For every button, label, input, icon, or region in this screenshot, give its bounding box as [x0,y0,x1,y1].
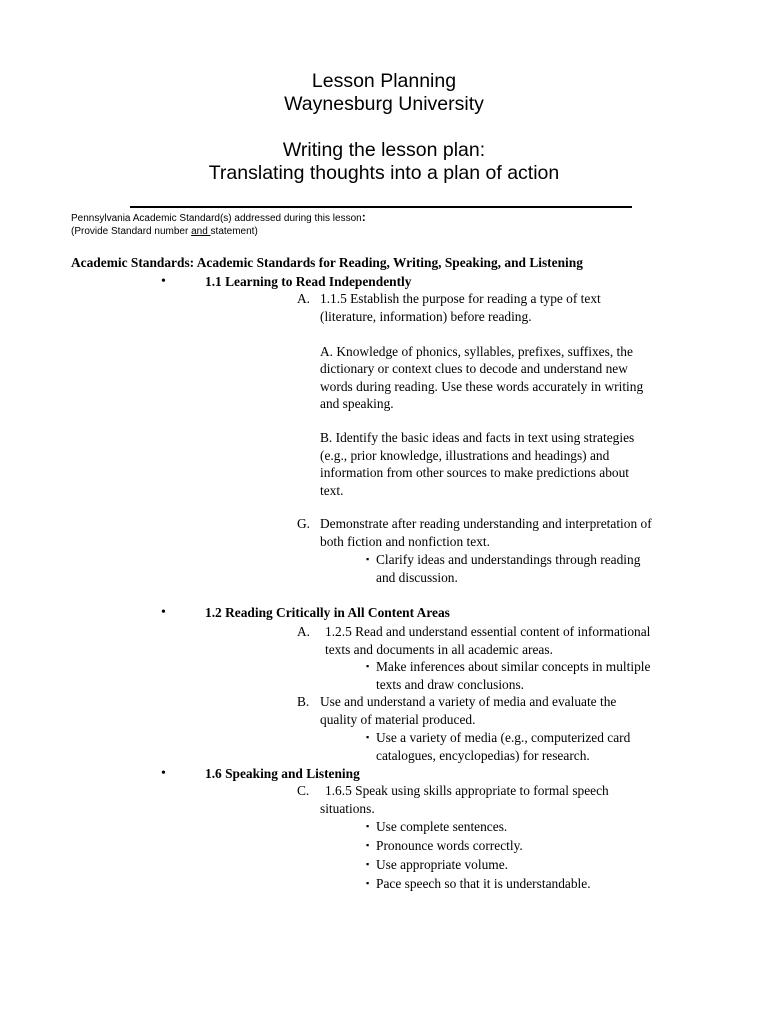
standard-note-and: and [191,226,211,237]
title-gap [0,116,768,139]
academic-standards-heading: Academic Standards: Academic Standards for Reading, Writing, Speaking, and Listening [71,255,583,270]
s1-g-bullet1-line1: Clarify ideas and understandings through reading [376,552,641,567]
square-bullet-icon: ▪ [366,878,370,888]
s1-para-b-line3: information from other sources to make predictions about [320,465,630,480]
s3-c-bullet4: Pace speech so that it is understandable. [376,876,591,891]
section-1-6-title: 1.6 Speaking and Listening [205,766,360,781]
section-1-1-title: 1.1 Learning to Read Independently [205,274,412,289]
s3-c-bullet2: Pronounce words correctly. [376,838,523,853]
bullet-icon: • [161,766,166,781]
title-underline-rule [130,206,632,208]
s2-b-line1: Use and understand a variety of media and evaluate the [320,694,617,709]
s1-g-line1: Demonstrate after reading understanding and interpretation of [320,516,652,531]
s3-c-letter: C. [297,783,310,798]
s2-b-bullet1-line1: Use a variety of media (e.g., computerized card [376,730,631,745]
s1-a-letter: A. [297,291,311,306]
standard-note-line1: Pennsylvania Academic Standard(s) addressed during this lesson: [71,210,366,224]
square-bullet-icon: ▪ [366,732,370,742]
s1-a-line1: 1.1.5 Establish the purpose for reading a type of text [320,291,601,306]
square-bullet-icon: ▪ [366,840,370,850]
s3-c-bullet3: Use appropriate volume. [376,857,509,872]
s2-b-bullet1-line2: catalogues, encyclopedias) for research. [376,747,590,763]
s1-g-line2: both fiction and nonfiction text. [320,533,490,549]
square-bullet-icon: ▪ [366,661,370,671]
title-translating: Translating thoughts into a plan of action [208,162,560,184]
s1-para-a-line4: and speaking. [320,396,394,411]
s1-para-a-line3: words during reading. Use these words accurately in writing [320,378,644,394]
s2-b-letter: B. [297,694,310,709]
s1-a-line2: (literature, information) before reading. [320,308,532,324]
s1-g-bullet1-line2: and discussion. [376,569,458,585]
s2-b-line2: quality of material produced. [320,711,476,727]
s3-c-bullet1: Use complete sentences. [376,819,508,834]
s2-a-letter: A. [297,624,311,639]
title-lesson-planning: Lesson Planning [311,70,457,92]
s1-para-b-line2: (e.g., prior knowledge, illustrations and headings) and [320,447,610,463]
s1-para-a-line2: dictionary or context clues to decode and understand new [320,361,628,376]
bullet-icon: • [161,605,166,620]
s1-para-b-line1: B. Identify the basic ideas and facts in text using strategies [320,430,635,445]
s3-c-line2: situations. [320,800,375,816]
s1-g-letter: G. [297,516,311,531]
standard-note [71,211,366,238]
s2-a-line2: texts and documents in all academic areas. [325,641,553,657]
square-bullet-icon: ▪ [366,859,370,869]
s3-c-line1: 1.6.5 Speak using skills appropriate to formal speech [325,783,609,798]
s2-a-line1: 1.2.5 Read and understand essential content of informational [325,624,651,639]
s1-para-b-line4: text. [320,482,344,498]
title-university: Waynesburg University [284,93,484,115]
s1-para-a-line1: A. Knowledge of phonics, syllables, prefixes, suffixes, the [320,343,633,359]
standard-note-colon: : [361,210,366,224]
title-writing-plan: Writing the lesson plan: [282,139,486,161]
s2-a-bullet1-line1: Make inferences about similar concepts in multiple [376,659,651,674]
square-bullet-icon: ▪ [366,821,370,831]
s2-a-bullet1-line2: texts and draw conclusions. [376,676,525,692]
square-bullet-icon: ▪ [366,554,370,564]
section-1-2-title: 1.2 Reading Critically in All Content Areas [205,605,450,620]
bullet-icon: • [161,274,166,289]
title-block [0,70,768,185]
standard-note-line2: (Provide Standard number and statement) [71,226,258,237]
